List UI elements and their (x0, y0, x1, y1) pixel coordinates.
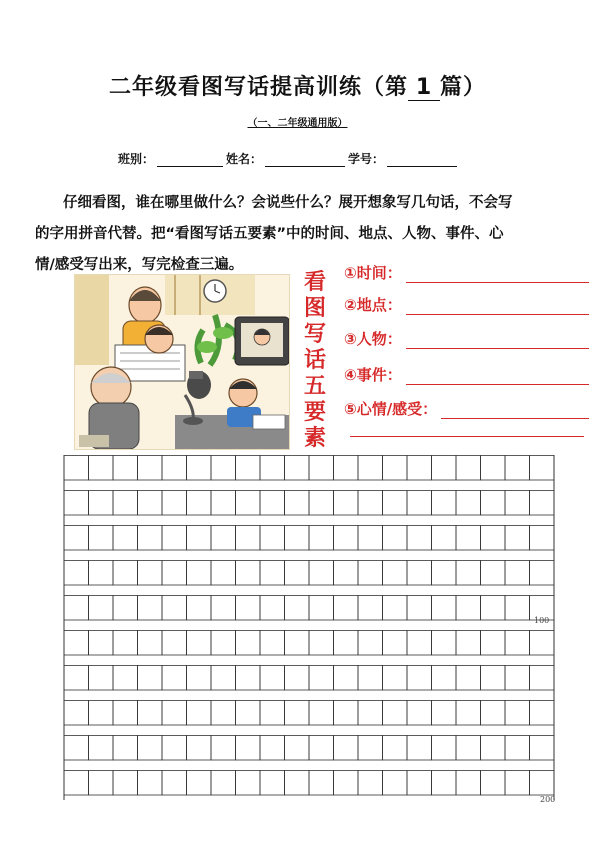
grid-cell[interactable] (481, 561, 506, 586)
element-people-row (344, 328, 589, 349)
grid-cell[interactable] (407, 631, 432, 656)
grid-cell[interactable] (113, 456, 138, 481)
grid-cell[interactable] (530, 561, 555, 586)
grid-cell[interactable] (162, 701, 187, 726)
grid-cell[interactable] (236, 526, 261, 551)
grid-cell[interactable] (481, 701, 506, 726)
instruction-line-1: 仔细看图，谁在哪里做什么？会说些什么？展开想象写几句话，不会写 (63, 195, 513, 211)
grid-cell[interactable] (456, 491, 481, 516)
grid-cell[interactable] (285, 666, 310, 691)
element-place-label: ②地点： (344, 296, 402, 314)
grid-cell[interactable] (383, 666, 408, 691)
grid-cell[interactable] (407, 561, 432, 586)
grid-cell[interactable] (211, 526, 236, 551)
grid-cell[interactable] (309, 771, 334, 796)
class-label: 班别： (118, 152, 155, 166)
element-place-answer-line[interactable] (406, 298, 589, 315)
grid-cell[interactable] (309, 561, 334, 586)
grid-cell[interactable] (481, 526, 506, 551)
grid-cell[interactable] (138, 526, 163, 551)
grid-cell[interactable] (309, 701, 334, 726)
grid-cell[interactable] (260, 701, 285, 726)
grid-cell[interactable] (334, 491, 359, 516)
grid-cell[interactable] (211, 561, 236, 586)
grid-cell[interactable] (456, 456, 481, 481)
grid-cell[interactable] (211, 736, 236, 761)
illustration (74, 274, 290, 450)
grid-cell[interactable] (432, 736, 457, 761)
five-elements-title (298, 270, 332, 452)
grid-cell[interactable] (285, 596, 310, 621)
grid-cell[interactable] (211, 596, 236, 621)
grid-cell[interactable] (187, 736, 212, 761)
five-elements-char: 图 (303, 296, 326, 321)
grid-cell[interactable] (113, 736, 138, 761)
title-prefix: 二年级看图写话提高训练（第 (108, 75, 408, 100)
element-time-row (344, 262, 589, 283)
grid-cell[interactable] (285, 456, 310, 481)
page-title (0, 70, 595, 101)
grid-cell[interactable] (64, 561, 89, 586)
grid-cell[interactable] (113, 491, 138, 516)
grid-cell[interactable] (89, 666, 114, 691)
grid-cell[interactable] (138, 701, 163, 726)
family-scene-illustration (75, 275, 289, 449)
grid-cell[interactable] (236, 631, 261, 656)
grid-cell[interactable] (407, 701, 432, 726)
grid-cell[interactable] (481, 456, 506, 481)
grid-cell[interactable] (432, 666, 457, 691)
grid-cell[interactable] (432, 561, 457, 586)
writing-grid[interactable] (63, 455, 563, 800)
grid-cell[interactable] (358, 631, 383, 656)
grid-cell[interactable] (260, 526, 285, 551)
grid-cell[interactable] (334, 701, 359, 726)
grid-cell[interactable] (456, 596, 481, 621)
grid-cell[interactable] (211, 701, 236, 726)
element-time-label: ①时间： (344, 264, 402, 282)
grid-cell[interactable] (260, 456, 285, 481)
grid-cell[interactable] (285, 701, 310, 726)
element-event-answer-line[interactable] (406, 368, 589, 385)
element-feeling-label: ⑤心情/感受： (344, 400, 438, 418)
grid-cell[interactable] (309, 526, 334, 551)
grid-cell[interactable] (481, 736, 506, 761)
grid-cell[interactable] (432, 771, 457, 796)
grid-cell[interactable] (138, 491, 163, 516)
grid-cell[interactable] (89, 736, 114, 761)
grid-cell[interactable] (383, 491, 408, 516)
grid-cell[interactable] (260, 561, 285, 586)
grid-cell[interactable] (358, 666, 383, 691)
grid-cell[interactable] (138, 736, 163, 761)
grid-cell[interactable] (113, 666, 138, 691)
grid-cell[interactable] (236, 736, 261, 761)
grid-cell[interactable] (407, 491, 432, 516)
grid-cell[interactable] (211, 491, 236, 516)
grid-cell[interactable] (236, 596, 261, 621)
grid-cell[interactable] (89, 771, 114, 796)
element-people-label: ③人物： (344, 330, 402, 348)
grid-cell[interactable] (64, 456, 89, 481)
grid-cell[interactable] (236, 771, 261, 796)
element-feeling-answer-line[interactable] (441, 402, 589, 419)
grid-cell[interactable] (113, 526, 138, 551)
element-extra-answer-line[interactable] (350, 436, 584, 437)
grid-cell[interactable] (260, 666, 285, 691)
grid-cell[interactable] (530, 736, 555, 761)
grid-cell[interactable] (309, 491, 334, 516)
grid-cell[interactable] (334, 526, 359, 551)
grid-cell[interactable] (187, 456, 212, 481)
grid-cell[interactable] (260, 771, 285, 796)
five-elements-char: 话 (303, 348, 326, 373)
grid-cell[interactable] (89, 701, 114, 726)
grid-cell[interactable] (456, 526, 481, 551)
count-mark-100: 100 (534, 616, 550, 625)
grid-cell[interactable] (334, 666, 359, 691)
student-info (118, 150, 460, 167)
grid-cell[interactable] (407, 736, 432, 761)
five-elements-char: 素 (303, 426, 326, 451)
grid-cell[interactable] (334, 561, 359, 586)
grid-cell[interactable] (285, 771, 310, 796)
grid-cell[interactable] (113, 771, 138, 796)
grid-cell[interactable] (481, 771, 506, 796)
grid-cell[interactable] (162, 491, 187, 516)
grid-cell[interactable] (481, 631, 506, 656)
grid-cell[interactable] (505, 666, 530, 691)
subtitle-text: （一、二年级通用版） (247, 118, 348, 129)
grid-cell[interactable] (260, 596, 285, 621)
element-people-answer-line[interactable] (406, 332, 589, 349)
grid-cell[interactable] (530, 666, 555, 691)
five-elements-char: 看 (303, 270, 326, 295)
grid-cell[interactable] (187, 701, 212, 726)
grid-cell[interactable] (334, 456, 359, 481)
five-elements-char: 写 (303, 322, 326, 347)
grid-cell[interactable] (432, 456, 457, 481)
grid-cell[interactable] (530, 701, 555, 726)
grid-cell[interactable] (138, 561, 163, 586)
grid-cell[interactable] (64, 491, 89, 516)
grid-cell[interactable] (407, 596, 432, 621)
element-feeling-row (344, 398, 589, 419)
grid-cell[interactable] (162, 736, 187, 761)
grid-cell[interactable] (530, 631, 555, 656)
grid-cell[interactable] (358, 456, 383, 481)
grid-cell[interactable] (89, 526, 114, 551)
grid-cell[interactable] (236, 701, 261, 726)
grid-cell[interactable] (481, 491, 506, 516)
class-field[interactable] (157, 154, 223, 167)
grid-cell[interactable] (383, 456, 408, 481)
grid-cell[interactable] (113, 561, 138, 586)
grid-cell[interactable] (64, 666, 89, 691)
grid-cell[interactable] (211, 666, 236, 691)
grid-cell[interactable] (113, 701, 138, 726)
grid-cell[interactable] (309, 736, 334, 761)
grid-cell[interactable] (505, 736, 530, 761)
grid-cell[interactable] (285, 736, 310, 761)
grid-cell[interactable] (138, 666, 163, 691)
grid-cell[interactable] (162, 456, 187, 481)
grid-cell[interactable] (187, 666, 212, 691)
grid-cell[interactable] (89, 491, 114, 516)
grid-cell[interactable] (89, 456, 114, 481)
count-mark-200: 200 (540, 795, 556, 804)
grid-cell[interactable] (456, 666, 481, 691)
article-number: 1 (408, 75, 440, 101)
grid-cell[interactable] (138, 596, 163, 621)
grid-cell[interactable] (89, 596, 114, 621)
grid-cell[interactable] (530, 456, 555, 481)
grid-cell[interactable] (383, 526, 408, 551)
grid-cell[interactable] (407, 456, 432, 481)
grid-cell[interactable] (358, 491, 383, 516)
grid-cell[interactable] (505, 561, 530, 586)
grid-cell[interactable] (530, 491, 555, 516)
grid-cell[interactable] (162, 526, 187, 551)
grid-cell[interactable] (505, 491, 530, 516)
grid-cell[interactable] (358, 701, 383, 726)
grid-cell[interactable] (187, 631, 212, 656)
grid-cell[interactable] (383, 701, 408, 726)
instruction-line-3: 情/感受写出来，写完检查三遍。 (35, 257, 244, 273)
grid-cell[interactable] (187, 526, 212, 551)
id-field[interactable] (387, 154, 457, 167)
grid-cell[interactable] (481, 596, 506, 621)
grid-cell[interactable] (89, 631, 114, 656)
grid-cell[interactable] (187, 491, 212, 516)
grid-cell[interactable] (211, 771, 236, 796)
element-event-row (344, 364, 589, 385)
grid-cell[interactable] (309, 596, 334, 621)
element-place-row (344, 294, 589, 315)
name-field[interactable] (265, 154, 345, 167)
title-suffix: 篇） (440, 75, 487, 100)
grid-cell[interactable] (383, 596, 408, 621)
grid-cell[interactable] (456, 701, 481, 726)
grid-cell[interactable] (456, 736, 481, 761)
five-elements-char: 要 (303, 400, 326, 425)
grid-cell[interactable] (113, 631, 138, 656)
grid-cell[interactable] (285, 631, 310, 656)
grid-cell[interactable] (89, 561, 114, 586)
grid-cell[interactable] (309, 631, 334, 656)
grid-cell[interactable] (505, 701, 530, 726)
grid-cell[interactable] (383, 736, 408, 761)
grid-cell[interactable] (530, 771, 555, 796)
grid-cell[interactable] (236, 456, 261, 481)
grid-cell[interactable] (64, 596, 89, 621)
grid-cell[interactable] (505, 771, 530, 796)
grid-cell[interactable] (383, 631, 408, 656)
grid-cell[interactable] (456, 561, 481, 586)
grid-cell[interactable] (162, 631, 187, 656)
grid-cell[interactable] (407, 526, 432, 551)
grid-cell[interactable] (358, 526, 383, 551)
grid-cell[interactable] (334, 596, 359, 621)
grid-cell[interactable] (309, 456, 334, 481)
grid-cell[interactable] (407, 666, 432, 691)
grid-cell[interactable] (162, 561, 187, 586)
grid-cell[interactable] (358, 561, 383, 586)
grid-cell[interactable] (334, 736, 359, 761)
grid-cell[interactable] (211, 456, 236, 481)
grid-cell[interactable] (285, 561, 310, 586)
grid-cell[interactable] (383, 561, 408, 586)
grid-cell[interactable] (64, 771, 89, 796)
grid-cell[interactable] (505, 456, 530, 481)
grid-cell[interactable] (358, 596, 383, 621)
id-label: 学号： (348, 152, 385, 166)
grid-cell[interactable] (187, 596, 212, 621)
grid-cell[interactable] (260, 631, 285, 656)
grid-cell[interactable] (505, 631, 530, 656)
grid-cell[interactable] (481, 666, 506, 691)
grid-cell[interactable] (187, 561, 212, 586)
element-time-answer-line[interactable] (406, 266, 589, 283)
grid-cell[interactable] (285, 491, 310, 516)
subtitle (0, 114, 595, 129)
grid-cell[interactable] (432, 526, 457, 551)
grid-cell[interactable] (505, 596, 530, 621)
grid-cell[interactable] (236, 561, 261, 586)
grid-cell[interactable] (358, 771, 383, 796)
grid-cell[interactable] (432, 631, 457, 656)
grid-cell[interactable] (432, 491, 457, 516)
grid-cell[interactable] (187, 771, 212, 796)
grid-cell[interactable] (64, 631, 89, 656)
grid-cell[interactable] (358, 736, 383, 761)
grid-cell[interactable] (456, 771, 481, 796)
grid-cell[interactable] (432, 701, 457, 726)
grid-cell[interactable] (64, 736, 89, 761)
grid-cell[interactable] (260, 736, 285, 761)
grid-cell[interactable] (383, 771, 408, 796)
grid-cell[interactable] (64, 526, 89, 551)
grid-cell[interactable] (64, 701, 89, 726)
grid-cell[interactable] (236, 491, 261, 516)
grid-cell[interactable] (309, 666, 334, 691)
grid-cell[interactable] (407, 771, 432, 796)
grid-cell[interactable] (162, 771, 187, 796)
grid-cell[interactable] (236, 666, 261, 691)
grid-cell[interactable] (138, 771, 163, 796)
element-event-label: ④事件： (344, 366, 402, 384)
instruction-line-2: 的字用拼音代替。把“看图写话五要素”中的时间、地点、人物、事件、心 (35, 226, 504, 242)
grid-cell[interactable] (285, 526, 310, 551)
grid-cell[interactable] (334, 631, 359, 656)
grid-cell[interactable] (432, 596, 457, 621)
name-label: 姓名： (226, 152, 263, 166)
grid-cell[interactable] (113, 596, 138, 621)
grid-cell[interactable] (505, 526, 530, 551)
five-elements-char: 五 (303, 374, 326, 399)
grid-cell[interactable] (138, 456, 163, 481)
grid-cell[interactable] (334, 771, 359, 796)
grid-cell[interactable] (260, 491, 285, 516)
grid-cell[interactable] (211, 631, 236, 656)
grid-cell[interactable] (162, 596, 187, 621)
grid-cell[interactable] (162, 666, 187, 691)
grid-cell[interactable] (530, 526, 555, 551)
grid-cell[interactable] (456, 631, 481, 656)
grid-cell[interactable] (138, 631, 163, 656)
